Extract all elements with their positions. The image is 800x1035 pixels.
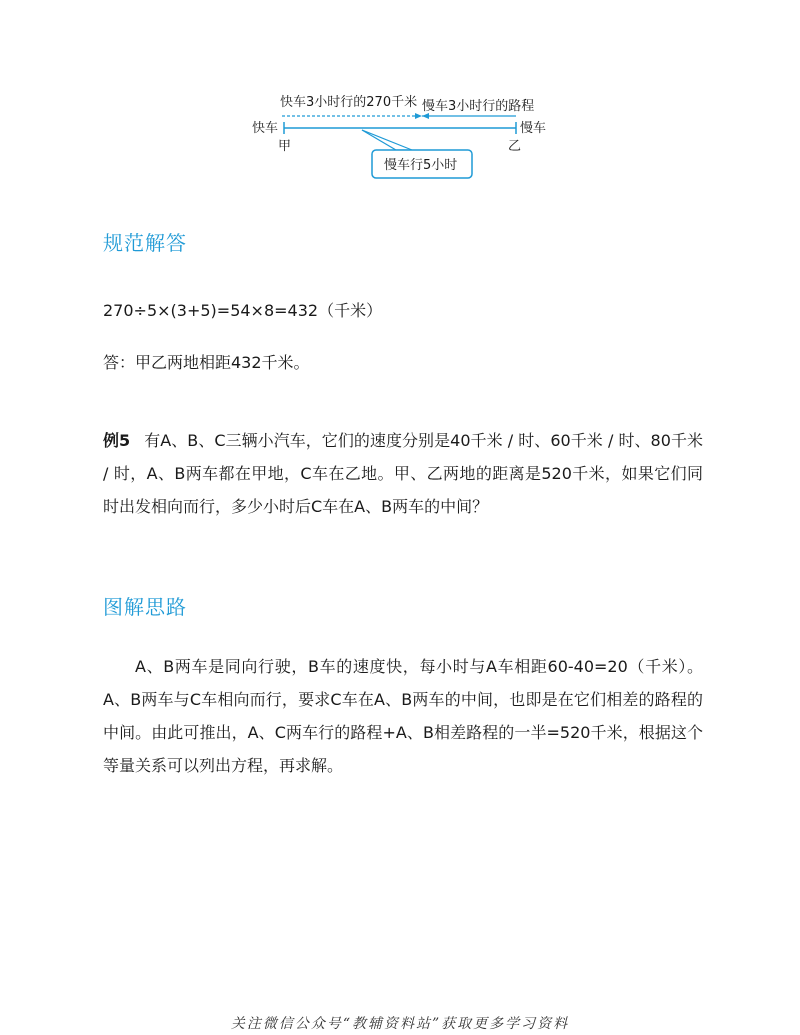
slow-distance-label: 慢车3小时行的路程 bbox=[422, 99, 535, 114]
distance-diagram bbox=[250, 88, 560, 188]
example-5-text: 有A、B、C三辆小汽车，它们的速度分别是40千米 / 时、60千米 / 时、80千米 / 时，A、B两车都在甲地，C车在乙地。甲、乙两地的距离是520千米，如果它们同时出发相向而行，多少小时后C车在A、B两车的中间？ bbox=[103, 431, 703, 516]
fast-distance-label: 快车3小时行的270千米 bbox=[280, 95, 418, 110]
left-place-label: 甲 bbox=[278, 139, 292, 154]
fast-distance-arrowhead bbox=[415, 113, 422, 119]
approach-paragraph: A、B两车是同向行驶，B车的速度快，每小时与A车相距60-40=20（千米）。A、B两车与C车相向而行，要求C车在A、B两车的中间，也即是在它们相差的路程的中间。由此可推出，A、C两车行的路程+A、B相差路程的一半=520千米，根据这个等量关系可以列出方程，再求解。 bbox=[103, 657, 703, 775]
solution-equation: 270÷5×(3+5)=54×8=432（千米） bbox=[103, 301, 383, 320]
footer-note: 关注微信公众号“教辅资料站”获取更多学习资料 bbox=[230, 1016, 570, 1032]
right-place-label: 乙 bbox=[508, 139, 522, 154]
left-car-label: 快车 bbox=[252, 121, 279, 136]
callout-pointer-edge bbox=[362, 130, 412, 150]
solution-answer: 答：甲乙两地相距432千米。 bbox=[103, 353, 310, 372]
solution-heading: 规范解答 bbox=[103, 231, 187, 255]
right-car-label: 慢车 bbox=[520, 121, 547, 136]
example-5-label: 例5 bbox=[103, 431, 131, 450]
diagram-svg bbox=[250, 88, 560, 188]
approach-heading: 图解思路 bbox=[103, 595, 187, 619]
example-5-paragraph bbox=[103, 424, 703, 523]
callout-label: 慢车行5小时 bbox=[384, 158, 458, 173]
